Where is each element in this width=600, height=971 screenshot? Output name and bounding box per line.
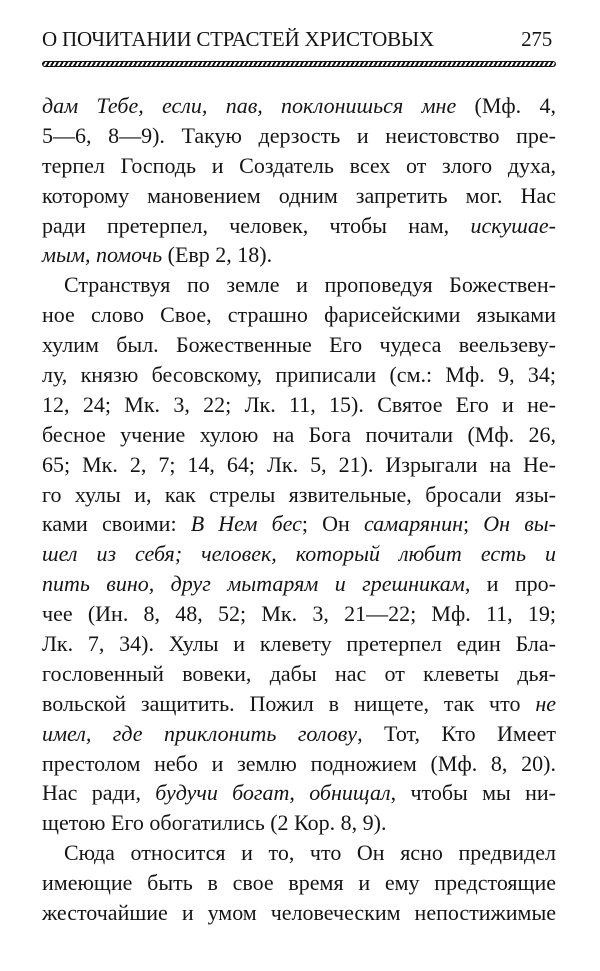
text-line (42, 151, 556, 181)
text-line (42, 629, 556, 659)
text-run: имеющие быть в свое время и ему предстоящие (42, 870, 556, 896)
italic-quote: самарянин (363, 511, 463, 537)
text-line (42, 509, 556, 539)
text-line (42, 838, 556, 868)
text-run: ками своими: (42, 511, 191, 537)
text-line (42, 211, 556, 241)
text-line (42, 719, 556, 749)
running-title: О ПОЧИТАНИИ СТРАСТЕЙ ХРИСТОВЫХ (42, 27, 434, 51)
text-run: (Мф. 4, (456, 93, 556, 118)
decorative-rope-rule (42, 61, 556, 67)
text-line (42, 240, 556, 270)
text-run: Сюда относится и то, что Он ясно предвидел (64, 840, 556, 866)
text-run: ; (462, 511, 484, 537)
text-line (42, 300, 556, 330)
italic-quote: обнищал (309, 780, 391, 806)
text-line (42, 450, 556, 480)
text-run: , и про- (464, 571, 556, 597)
text-run: бесное учение хулою на Бога почитали (Мф. 26, (42, 421, 556, 447)
text-line (42, 689, 556, 719)
italic-quote: шел из себя; человек, который любит есть и (42, 541, 556, 567)
text-line (42, 420, 556, 450)
text-line (42, 181, 556, 211)
text-line (42, 749, 556, 779)
italic-quote: пить вино, друг мытарям и грешникам (42, 571, 465, 597)
text-line (42, 778, 556, 808)
italic-quote: искушае- (470, 212, 556, 238)
text-run: , чтобы мы ни- (390, 780, 556, 806)
text-line (42, 390, 556, 420)
text-run: Лк. 7, 34). Хулы и клевету претерпел един Бла- (42, 631, 556, 657)
text-line (42, 539, 556, 569)
text-run: , (289, 780, 310, 806)
text-run: щетою Его обогатились (2 Кор. 8, 9). (42, 810, 387, 836)
text-line (42, 121, 556, 151)
text-run: гословенный вовеки, дабы нас от клеветы дья- (42, 660, 556, 686)
text-run: ради претерпел, человек, чтобы нам, (42, 212, 471, 238)
text-line (42, 480, 556, 510)
text-run: го хулы и, как стрелы язвительные, бросали язы- (42, 481, 556, 507)
text-run: чее (Ин. 8, 48, 52; Мк. 3, 21—22; Мф. 11, 19; (42, 601, 556, 627)
text-line (42, 91, 556, 121)
text-line (42, 330, 556, 360)
text-run: , Тот, Кто Имеет (357, 720, 556, 746)
body-text (42, 91, 556, 928)
text-line (42, 360, 556, 390)
text-run: которому мановением одним запретить мог. Нас (42, 182, 556, 208)
text-line (42, 659, 556, 689)
text-run: лу, князю бесовскому, приписали (см.: Мф. 9, 34; (42, 362, 556, 388)
italic-quote: В Нем бес (190, 511, 302, 537)
running-header (42, 27, 556, 53)
text-line (42, 270, 556, 300)
text-run: жесточайшие и умом человеческим непостижимые (42, 900, 556, 926)
text-line (42, 808, 556, 838)
text-line (42, 898, 556, 928)
italic-quote: не (535, 690, 556, 716)
text-run: хулим был. Божественные Его чудеса веельзеву- (42, 332, 556, 358)
italic-quote: мым, помочь (42, 242, 163, 268)
italic-quote: Он вы- (483, 511, 556, 537)
italic-quote: имел, где приклонить голову (42, 720, 358, 746)
text-run: 65; Мк. 2, 7; 14, 64; Лк. 5, 21). Изрыгали на Не- (42, 451, 556, 477)
text-run: 5—6, 8—9). Такую дерзость и неистовство пре- (42, 122, 556, 148)
text-run: ное слово Свое, страшно фарисейскими языками (42, 302, 556, 328)
text-run: Странствуя по земле и проповедуя Божествен- (64, 272, 556, 298)
text-line (42, 868, 556, 898)
text-line (42, 569, 556, 599)
italic-quote: дам Тебе, если, пав, поклонишься мне (42, 93, 457, 118)
text-run: терпел Господь и Создатель всех от злого духа, (42, 152, 556, 178)
text-run: престолом небо и землю подножием (Мф. 8, 20). (42, 750, 556, 776)
text-line (42, 599, 556, 629)
page-number: 275 (521, 27, 552, 51)
italic-quote: будучи богат (155, 780, 290, 806)
text-run: (Евр 2, 18). (162, 242, 273, 268)
text-run: 12, 24; Мк. 3, 22; Лк. 11, 15). Святое Его и не- (42, 391, 556, 417)
text-run: Нас ради, (42, 780, 156, 806)
text-run: ; Он (301, 511, 364, 537)
text-run: вольской защитить. Пожил в нищете, так что (42, 690, 536, 716)
